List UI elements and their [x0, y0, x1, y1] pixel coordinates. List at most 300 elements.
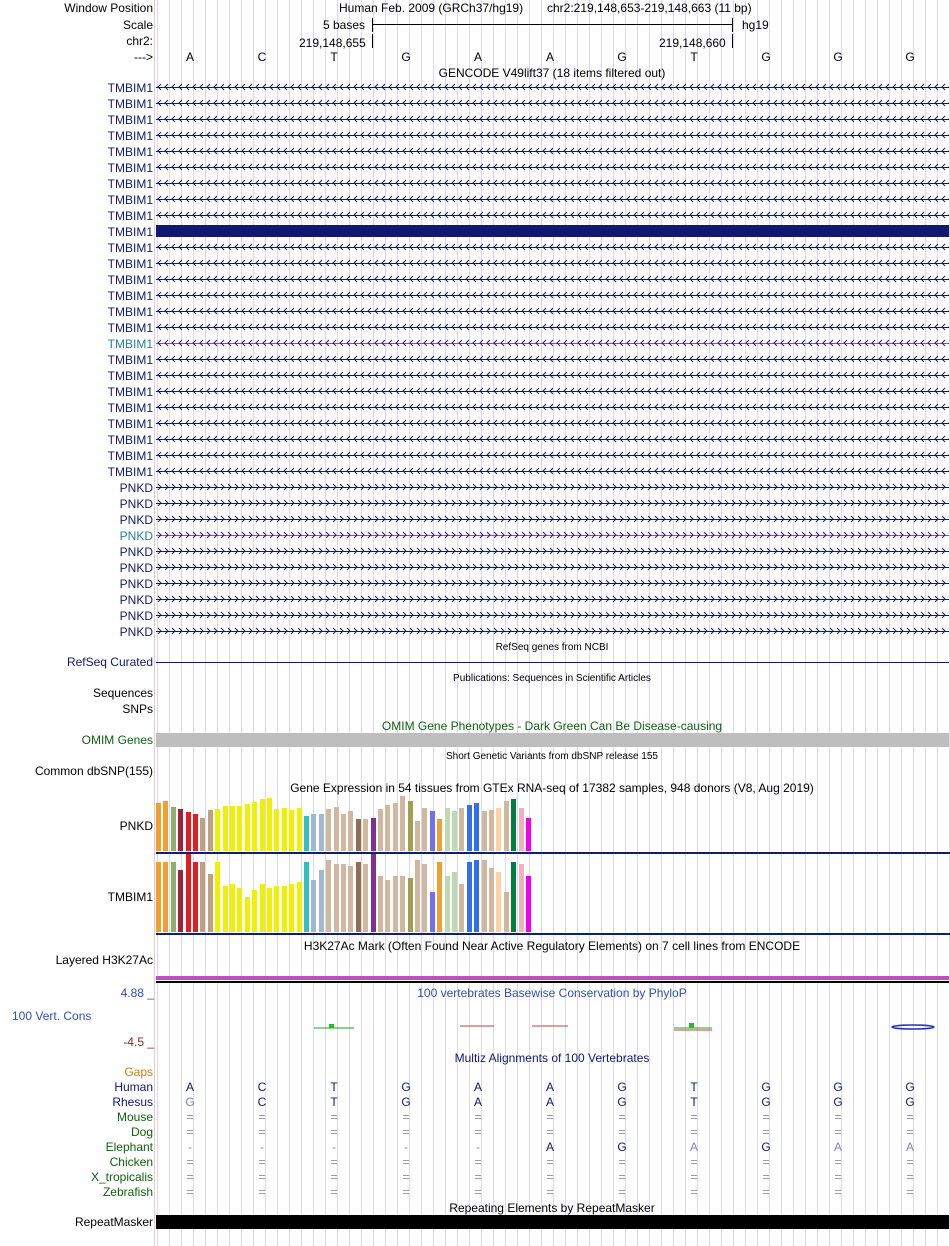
gtex-tissue-bar[interactable] [163, 801, 168, 851]
alignment-base: G [905, 1095, 915, 1109]
gtex-tissue-bar[interactable] [186, 854, 191, 932]
gtex-tissue-bar[interactable] [511, 799, 516, 851]
gtex-tissue-bar[interactable] [437, 819, 442, 851]
gtex-tissue-bar[interactable] [156, 862, 161, 932]
gtex-title: Gene Expression in 54 tissues from GTEx RNA-seq of 17382 samples, 948 donors (V8, Aug 2019) [290, 781, 814, 795]
gtex-tissue-bar[interactable] [408, 801, 413, 851]
gtex-tissue-bar[interactable] [200, 862, 205, 932]
alignment-base: = [546, 1170, 554, 1184]
species-label-dog[interactable]: Dog [130, 1125, 153, 1139]
alignment-base: C [257, 1095, 267, 1109]
gtex-tissue-bar[interactable] [208, 874, 213, 932]
dbsnp-label[interactable]: Common dbSNP(155) [34, 764, 153, 778]
scale-bar-left-tick [372, 18, 373, 32]
alignment-base: = [186, 1170, 194, 1184]
gtex-tissue-bar[interactable] [504, 801, 509, 851]
transcript-tmbim1-0[interactable] [156, 81, 949, 93]
gtex-tissue-bar[interactable] [459, 808, 464, 851]
alignment-base: = [906, 1125, 914, 1139]
gene-label-tmbim1[interactable]: TMBIM1 [107, 129, 153, 143]
gtex-tissue-bar[interactable] [319, 814, 324, 851]
phylop-plot[interactable] [0, 1018, 950, 1038]
gtex-tissue-bar[interactable] [334, 864, 339, 932]
species-label-mouse[interactable]: Mouse [116, 1110, 153, 1124]
transcript-pnkd-2[interactable] [156, 513, 949, 525]
omim-bar[interactable] [156, 733, 949, 747]
gtex-tissue-bar[interactable] [326, 860, 331, 932]
gene-label-pnkd[interactable]: PNKD [119, 481, 153, 495]
gtex-tissue-bar[interactable] [326, 809, 331, 851]
alignment-base: G [401, 1095, 411, 1109]
alignment-base: = [186, 1185, 194, 1199]
gtex-tissue-bar[interactable] [482, 811, 487, 851]
transcript-tmbim1-24[interactable] [156, 465, 949, 477]
gtex-tissue-bar[interactable] [267, 798, 272, 851]
alignment-base: = [186, 1110, 194, 1124]
transcript-tmbim1-14[interactable] [156, 305, 949, 317]
base-letter: T [690, 50, 698, 64]
gtex-tissue-bar[interactable] [282, 886, 287, 932]
transcript-tmbim1-1[interactable] [156, 97, 949, 109]
alignment-base: = [474, 1110, 482, 1124]
gtex-tissue-bar[interactable] [297, 808, 302, 851]
alignment-base: G [833, 1080, 843, 1094]
alignment-base: = [402, 1110, 410, 1124]
alignment-base: = [258, 1125, 266, 1139]
alignment-base: - [260, 1140, 264, 1154]
gtex-tissue-bar[interactable] [511, 862, 516, 932]
alignment-base: G [833, 1095, 843, 1109]
gene-label-tmbim1[interactable]: TMBIM1 [107, 225, 153, 239]
gene-label-tmbim1[interactable]: TMBIM1 [107, 113, 153, 127]
alignment-base: - [332, 1140, 336, 1154]
gtex-tissue-bar[interactable] [274, 809, 279, 851]
gtex-tissue-bar[interactable] [245, 897, 250, 932]
gtex-tissue-bar[interactable] [193, 862, 198, 932]
transcript-pnkd-6[interactable] [156, 577, 949, 589]
gene-label-tmbim1[interactable]: TMBIM1 [107, 161, 153, 175]
gtex-tissue-bar[interactable] [163, 862, 168, 932]
gtex-tissue-bar[interactable] [437, 862, 442, 932]
gene-label-tmbim1[interactable]: TMBIM1 [107, 273, 153, 287]
gene-label-tmbim1[interactable]: TMBIM1 [107, 97, 153, 111]
gtex-tissue-bar[interactable] [526, 876, 531, 932]
transcript-tmbim1-18[interactable] [156, 369, 949, 381]
transcript-tmbim1-22[interactable] [156, 433, 949, 445]
gtex-tissue-bar[interactable] [363, 819, 368, 851]
gtex-tissue-bar[interactable] [489, 868, 494, 932]
gene-label-tmbim1[interactable]: TMBIM1 [107, 177, 153, 191]
strand-arrow-label: ---> [134, 50, 153, 64]
alignment-base: = [690, 1185, 698, 1199]
gene-label-pnkd[interactable]: PNKD [119, 561, 153, 575]
gtex-tissue-bar[interactable] [341, 864, 346, 932]
alignment-base: = [762, 1170, 770, 1184]
repeatmasker-bar[interactable] [156, 1215, 949, 1229]
gene-label-tmbim1[interactable]: TMBIM1 [107, 417, 153, 431]
gene-label-tmbim1[interactable]: TMBIM1 [107, 305, 153, 319]
alignment-base: = [546, 1185, 554, 1199]
alignment-base: = [834, 1155, 842, 1169]
gtex-tissue-bar[interactable] [348, 866, 353, 932]
chr-label: chr2: [126, 34, 153, 48]
gtex-tissue-bar[interactable] [400, 796, 405, 851]
alignment-base: = [474, 1170, 482, 1184]
alignment-base: - [188, 1140, 192, 1154]
gene-label-tmbim1[interactable]: TMBIM1 [107, 369, 153, 383]
transcript-tmbim1-6[interactable] [156, 177, 949, 189]
gene-label-pnkd[interactable]: PNKD [119, 513, 153, 527]
gtex-tissue-bar[interactable] [489, 810, 494, 851]
gene-label-pnkd[interactable]: PNKD [119, 497, 153, 511]
alignment-base: G [401, 1080, 411, 1094]
gene-label-tmbim1[interactable]: TMBIM1 [107, 81, 153, 95]
gene-label-pnkd[interactable]: PNKD [119, 545, 153, 559]
alignment-base: = [834, 1185, 842, 1199]
alignment-base: = [186, 1125, 194, 1139]
gtex-tissue-bar[interactable] [445, 808, 450, 851]
gtex-tissue-bar[interactable] [237, 888, 242, 932]
gtex-tissue-bar[interactable] [371, 818, 376, 851]
gtex-tissue-bar[interactable] [445, 876, 450, 932]
gtex-tissue-bar[interactable] [400, 876, 405, 932]
alignment-base: A [545, 1080, 555, 1094]
gtex-tissue-bar[interactable] [356, 819, 361, 851]
base-letter: G [617, 50, 627, 64]
gene-label-pnkd[interactable]: PNKD [119, 625, 153, 639]
alignment-base: = [762, 1125, 770, 1139]
gtex-tissue-bar[interactable] [430, 892, 435, 932]
alignment-base: - [476, 1140, 480, 1154]
alignment-base: = [690, 1170, 698, 1184]
transcript-tmbim1-8[interactable] [156, 209, 949, 221]
gtex-tissue-bar[interactable] [223, 806, 228, 851]
gtex-tissue-bar[interactable] [371, 854, 376, 932]
alignment-base: A [473, 1095, 483, 1109]
alignment-base: T [690, 1095, 698, 1109]
gene-label-tmbim1[interactable]: TMBIM1 [107, 401, 153, 415]
alignment-base: = [690, 1125, 698, 1139]
gene-label-tmbim1[interactable]: TMBIM1 [107, 385, 153, 399]
gtex-tissue-bar[interactable] [171, 862, 176, 932]
label-divider [154, 0, 155, 1246]
gtex-tissue-bar[interactable] [208, 810, 213, 851]
transcript-pnkd-0[interactable] [156, 481, 949, 493]
gene-label-tmbim1[interactable]: TMBIM1 [107, 193, 153, 207]
gtex-tissue-bar[interactable] [334, 807, 339, 851]
gtex-tissue-bar[interactable] [341, 814, 346, 851]
gtex-tissue-bar[interactable] [274, 886, 279, 932]
scale-label: Scale [122, 18, 153, 32]
coord-left: 219,148,655 [299, 36, 366, 50]
gtex-tissue-bar[interactable] [459, 884, 464, 932]
transcript-tmbim1-19[interactable] [156, 385, 949, 397]
gene-label-tmbim1[interactable]: TMBIM1 [107, 353, 153, 367]
scale-text: 5 bases [323, 18, 366, 32]
phylop-peak-1 [329, 1024, 334, 1028]
base-letter: G [401, 50, 411, 64]
gtex-tissue-bar[interactable] [215, 809, 220, 851]
alignment-base: = [762, 1155, 770, 1169]
dbsnp-title: Short Genetic Variants from dbSNP release 155 [446, 751, 658, 762]
gtex-tissue-bar[interactable] [289, 884, 294, 932]
alignment-base: = [834, 1170, 842, 1184]
gtex-tissue-bar[interactable] [415, 860, 420, 932]
refseq-title: RefSeq genes from NCBI [495, 642, 609, 653]
gtex-tissue-bar[interactable] [422, 808, 427, 851]
alignment-base: = [762, 1110, 770, 1124]
h3k27ac-label[interactable]: Layered H3K27Ac [55, 953, 153, 967]
gtex-tissue-bar[interactable] [237, 806, 242, 851]
alignment-base: = [546, 1110, 554, 1124]
alignment-base: = [474, 1155, 482, 1169]
phylop-label[interactable]: 100 Vert. Cons [12, 1009, 92, 1023]
gtex-tissue-bar[interactable] [415, 821, 420, 851]
transcript-tmbim1-9[interactable] [156, 225, 949, 237]
alignment-base: = [834, 1125, 842, 1139]
gtex-tissue-bar[interactable] [186, 812, 191, 851]
gene-label-pnkd[interactable]: PNKD [119, 593, 153, 607]
alignment-base: = [618, 1170, 626, 1184]
transcript-tmbim1-3[interactable] [156, 129, 949, 141]
gtex-tissue-bar[interactable] [178, 809, 183, 851]
repeatmasker-label[interactable]: RepeatMasker [74, 1215, 153, 1229]
gtex-pnkd-label[interactable]: PNKD [119, 819, 153, 833]
gtex-tissue-bar[interactable] [178, 870, 183, 932]
alignment-base: = [258, 1110, 266, 1124]
alignment-base: = [402, 1155, 410, 1169]
alignment-base: = [186, 1155, 194, 1169]
gtex-tissue-bar[interactable] [519, 808, 524, 851]
gtex-tissue-bar[interactable] [348, 811, 353, 851]
gene-label-pnkd[interactable]: PNKD [119, 577, 153, 591]
gtex-tissue-bar[interactable] [474, 860, 479, 932]
coord-left-tick [372, 34, 373, 48]
gtex-tissue-bar[interactable] [496, 872, 501, 932]
transcript-pnkd-9[interactable] [156, 625, 949, 637]
transcript-tmbim1-16[interactable] [156, 337, 949, 349]
gene-label-tmbim1[interactable]: TMBIM1 [107, 257, 153, 271]
gene-label-pnkd[interactable]: PNKD [119, 609, 153, 623]
gtex-tissue-bar[interactable] [422, 864, 427, 932]
gene-label-tmbim1[interactable]: TMBIM1 [107, 337, 153, 351]
base-letter: A [473, 50, 483, 64]
transcript-tmbim1-13[interactable] [156, 289, 949, 301]
refseq-label[interactable]: RefSeq Curated [66, 655, 153, 669]
gtex-tissue-bar[interactable] [260, 884, 265, 932]
alignment-base: = [690, 1110, 698, 1124]
transcript-tmbim1-20[interactable] [156, 401, 949, 413]
transcript-tmbim1-10[interactable] [156, 241, 949, 253]
refseq-line[interactable] [156, 662, 949, 663]
transcript-tmbim1-7[interactable] [156, 193, 949, 205]
transcript-tmbim1-4[interactable] [156, 145, 949, 157]
gene-label-tmbim1[interactable]: TMBIM1 [107, 289, 153, 303]
alignment-base: = [618, 1185, 626, 1199]
phylop-title: 100 vertebrates Basewise Conservation by PhyloP [417, 986, 687, 1000]
gtex-tissue-bar[interactable] [385, 880, 390, 932]
transcript-tmbim1-23[interactable] [156, 449, 949, 461]
alignment-base: A [473, 1080, 483, 1094]
gene-label-tmbim1[interactable]: TMBIM1 [107, 449, 153, 463]
gtex-tissue-bar[interactable] [230, 806, 235, 851]
species-label-elephant[interactable]: Elephant [105, 1140, 153, 1154]
gtex-tissue-bar[interactable] [156, 803, 161, 851]
gtex-tissue-bar[interactable] [363, 864, 368, 932]
gtex-tissue-bar[interactable] [496, 808, 501, 851]
gtex-tissue-bar[interactable] [289, 810, 294, 851]
repeatmasker-title: Repeating Elements by RepeatMasker [449, 1201, 655, 1215]
gtex-tissue-bar[interactable] [311, 880, 316, 932]
alignment-base: A [905, 1140, 915, 1154]
base-letter: T [330, 50, 338, 64]
transcript-tmbim1-5[interactable] [156, 161, 949, 173]
gtex-tissue-bar[interactable] [252, 890, 257, 932]
gtex-tissue-bar[interactable] [408, 878, 413, 932]
gtex-tissue-bar[interactable] [452, 811, 457, 851]
base-letter: A [185, 50, 195, 64]
phylop-max: 4.88 _ [120, 986, 154, 1000]
base-letter: A [545, 50, 555, 64]
transcript-tmbim1-2[interactable] [156, 113, 949, 125]
gene-label-tmbim1[interactable]: TMBIM1 [107, 145, 153, 159]
gene-label-tmbim1[interactable]: TMBIM1 [107, 465, 153, 479]
alignment-base: = [330, 1170, 338, 1184]
gtex-tissue-bar[interactable] [297, 882, 302, 932]
transcript-tmbim1-17[interactable] [156, 353, 949, 365]
gtex-tissue-bar[interactable] [319, 870, 324, 932]
alignment-base: = [906, 1170, 914, 1184]
gtex-tissue-bar[interactable] [282, 808, 287, 851]
gtex-separator-1 [156, 852, 950, 854]
alignment-base: G [185, 1095, 195, 1109]
gtex-tissue-bar[interactable] [230, 884, 235, 932]
transcript-pnkd-5[interactable] [156, 561, 949, 573]
phylop-min: -4.5 _ [123, 1035, 154, 1049]
gencode-title[interactable]: GENCODE V49lift37 (18 items filtered out) [438, 66, 666, 80]
gene-label-tmbim1[interactable]: TMBIM1 [107, 433, 153, 447]
alignment-base: = [258, 1155, 266, 1169]
alignment-base: = [690, 1155, 698, 1169]
alignment-base: = [474, 1185, 482, 1199]
gtex-tissue-bar[interactable] [430, 811, 435, 851]
transcript-pnkd-1[interactable] [156, 497, 949, 509]
alignment-base: G [761, 1095, 771, 1109]
gtex-tissue-bar[interactable] [193, 814, 198, 851]
alignment-base: = [618, 1110, 626, 1124]
gtex-tissue-bar[interactable] [200, 818, 205, 851]
gtex-tissue-bar[interactable] [304, 816, 309, 851]
transcript-tmbim1-21[interactable] [156, 417, 949, 429]
h3k27ac-signal[interactable] [156, 976, 949, 980]
gtex-tissue-bar[interactable] [252, 802, 257, 851]
gene-label-tmbim1[interactable]: TMBIM1 [107, 241, 153, 255]
position-text[interactable]: chr2:219,148,653-219,148,663 (11 bp) [547, 1, 752, 15]
alignment-base: = [330, 1110, 338, 1124]
alignment-base: = [906, 1110, 914, 1124]
species-label-rhesus[interactable]: Rhesus [112, 1095, 153, 1109]
transcript-pnkd-3[interactable] [156, 529, 949, 541]
transcript-pnkd-7[interactable] [156, 593, 949, 605]
transcript-tmbim1-11[interactable] [156, 257, 949, 269]
gene-label-tmbim1[interactable]: TMBIM1 [107, 321, 153, 335]
gtex-tissue-bar[interactable] [311, 814, 316, 851]
gene-label-pnkd[interactable]: PNKD [119, 529, 153, 543]
gtex-tissue-bar[interactable] [356, 862, 361, 932]
snps-label[interactable]: SNPs [122, 702, 153, 716]
alignment-base: G [761, 1140, 771, 1154]
omim-label[interactable]: OMIM Genes [81, 733, 153, 747]
alignment-base: T [690, 1080, 698, 1094]
gtex-tissue-bar[interactable] [215, 862, 220, 932]
omim-title: OMIM Gene Phenotypes - Dark Green Can Be Disease-causing [381, 719, 723, 733]
gtex-tissue-bar[interactable] [504, 892, 509, 932]
publications-title: Publications: Sequences in Scientific Articles [453, 673, 651, 684]
gtex-tissue-bar[interactable] [171, 807, 176, 851]
gaps-label[interactable]: Gaps [124, 1065, 153, 1079]
gtex-tissue-bar[interactable] [385, 805, 390, 851]
species-label-zebrafish[interactable]: Zebrafish [102, 1185, 153, 1199]
gtex-tissue-bar[interactable] [393, 876, 398, 932]
coord-right: 219,148,660 [659, 36, 726, 50]
multiz-title: Multiz Alignments of 100 Vertebrates [454, 1051, 650, 1065]
gtex-tissue-bar[interactable] [393, 803, 398, 851]
gtex-tissue-bar[interactable] [467, 862, 472, 932]
gtex-tissue-bar[interactable] [452, 872, 457, 932]
gtex-tmbim-label[interactable]: TMBIM1 [107, 890, 153, 904]
gtex-tissue-bar[interactable] [474, 803, 479, 851]
transcript-tmbim1-12[interactable] [156, 273, 949, 285]
transcript-pnkd-8[interactable] [156, 609, 949, 621]
transcript-pnkd-4[interactable] [156, 545, 949, 557]
gtex-tissue-bar[interactable] [467, 805, 472, 851]
gtex-tissue-bar[interactable] [526, 818, 531, 851]
db-label: hg19 [742, 18, 769, 32]
gene-label-tmbim1[interactable]: TMBIM1 [107, 209, 153, 223]
gtex-tissue-bar[interactable] [245, 804, 250, 851]
alignment-base: = [906, 1155, 914, 1169]
gtex-tissue-bar[interactable] [304, 862, 309, 932]
h3k27ac-baseline [156, 981, 949, 983]
alignment-base: = [402, 1170, 410, 1184]
alignment-base: A [833, 1140, 843, 1154]
alignment-base: A [545, 1095, 555, 1109]
gtex-tissue-bar[interactable] [519, 864, 524, 932]
gtex-tissue-bar[interactable] [378, 876, 383, 932]
species-label-chicken[interactable]: Chicken [109, 1155, 153, 1169]
alignment-base: = [618, 1155, 626, 1169]
gtex-tissue-bar[interactable] [482, 860, 487, 932]
gtex-tissue-bar[interactable] [223, 886, 228, 932]
base-letter: C [257, 50, 267, 64]
gtex-separator-2 [156, 933, 950, 935]
species-label-human[interactable]: Human [114, 1080, 153, 1094]
alignment-base: = [330, 1155, 338, 1169]
sequences-label[interactable]: Sequences [92, 686, 153, 700]
gtex-tissue-bar[interactable] [378, 809, 383, 851]
alignment-base: = [474, 1125, 482, 1139]
phylop-peak-2 [689, 1023, 694, 1028]
species-label-x_tropicalis[interactable]: X_tropicalis [90, 1170, 153, 1184]
alignment-base: = [546, 1155, 554, 1169]
gtex-tissue-bar[interactable] [260, 799, 265, 851]
alignment-base: T [330, 1080, 338, 1094]
gtex-tissue-bar[interactable] [267, 888, 272, 932]
transcript-tmbim1-15[interactable] [156, 321, 949, 333]
window-position-label: Window Position [64, 1, 153, 15]
alignment-base: = [258, 1170, 266, 1184]
h3k27ac-title: H3K27Ac Mark (Often Found Near Active Regulatory Elements) on 7 cell lines from ENCODE [303, 939, 801, 953]
